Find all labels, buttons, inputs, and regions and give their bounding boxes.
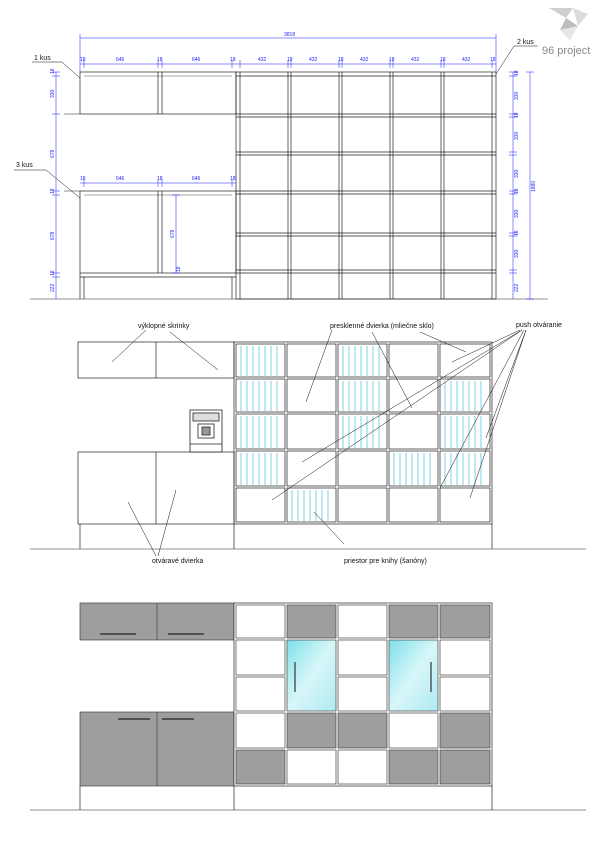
dimension-lines: [52, 34, 534, 299]
dim-upper-0: 18: [80, 57, 86, 63]
dim-small: 18: [176, 266, 182, 272]
label-presklenne: presklenné dvierka (mliečne sklo): [330, 323, 434, 330]
dim-upper-2: 18: [157, 57, 163, 63]
label-2-kus: 2 kus: [517, 39, 534, 46]
coffee-machine-icon: [190, 410, 222, 452]
label-vyklopne: výklopné skrinky: [138, 323, 190, 330]
dim-right-3: 18: [338, 57, 344, 63]
brand-name: 96 project: [542, 45, 591, 57]
bottom-grid-cells: [236, 605, 490, 784]
dim-right-9: 18: [490, 57, 496, 63]
logo: [542, 8, 590, 57]
dim-right-6: 432: [411, 57, 420, 63]
dim-left-3: 18: [50, 188, 56, 194]
dim-right-5: 18: [389, 57, 395, 63]
dim-right-4: 432: [360, 57, 369, 63]
dim-right-2: 432: [309, 57, 318, 63]
dim-upper-1: 646: [116, 57, 125, 63]
dim-left-1: 330: [50, 89, 56, 98]
dim-right-1: 18: [287, 57, 293, 63]
dim-lower-1: 646: [116, 176, 125, 182]
dim-rh-9: 222: [514, 283, 520, 292]
dim-lower-4: 18: [230, 176, 236, 182]
dim-outer-height: 1880: [531, 180, 537, 192]
middle-grid-cells: [236, 344, 490, 522]
dim-left-2: 678: [50, 149, 56, 158]
dim-total-width: 3818: [284, 32, 296, 38]
dim-rh-2: 18: [514, 112, 520, 118]
dim-rh-8: 330: [514, 249, 520, 258]
dim-right-0: 432: [258, 57, 267, 63]
label-priestor: priestor pre knihy (šanóny): [344, 558, 427, 565]
dim-left-0: 18: [50, 68, 56, 74]
dim-left-4: 678: [50, 231, 56, 240]
dimension-texts: [50, 32, 537, 292]
dim-rh-4: 330: [514, 169, 520, 178]
label-otvarave: otváravé dvierka: [152, 558, 204, 565]
dim-inner-door: 678: [170, 229, 176, 238]
dim-rh-1: 330: [514, 91, 520, 100]
dim-rh-0: 18: [514, 70, 520, 76]
top-labels: [14, 39, 538, 198]
label-push: push otváranie: [516, 322, 562, 329]
label-1-kus: 1 kus: [34, 55, 51, 62]
dim-rh-5: 18: [514, 188, 520, 194]
dim-lower-2: 18: [157, 176, 163, 182]
dim-rh-6: 330: [514, 209, 520, 218]
dim-upper-4: 18: [230, 57, 236, 63]
dim-upper-3: 646: [192, 57, 201, 63]
dim-rh-7: 18: [514, 230, 520, 236]
dim-rh-3: 330: [514, 131, 520, 140]
dim-left-5: 18: [50, 270, 56, 276]
dim-left-6: 222: [50, 283, 56, 292]
dim-right-7: 18: [440, 57, 446, 63]
top-elevation: [30, 72, 548, 299]
dim-lower-3: 646: [192, 176, 201, 182]
dim-lower-0: 18: [80, 176, 86, 182]
dim-right-8: 432: [462, 57, 471, 63]
label-3-kus: 3 kus: [16, 162, 33, 169]
